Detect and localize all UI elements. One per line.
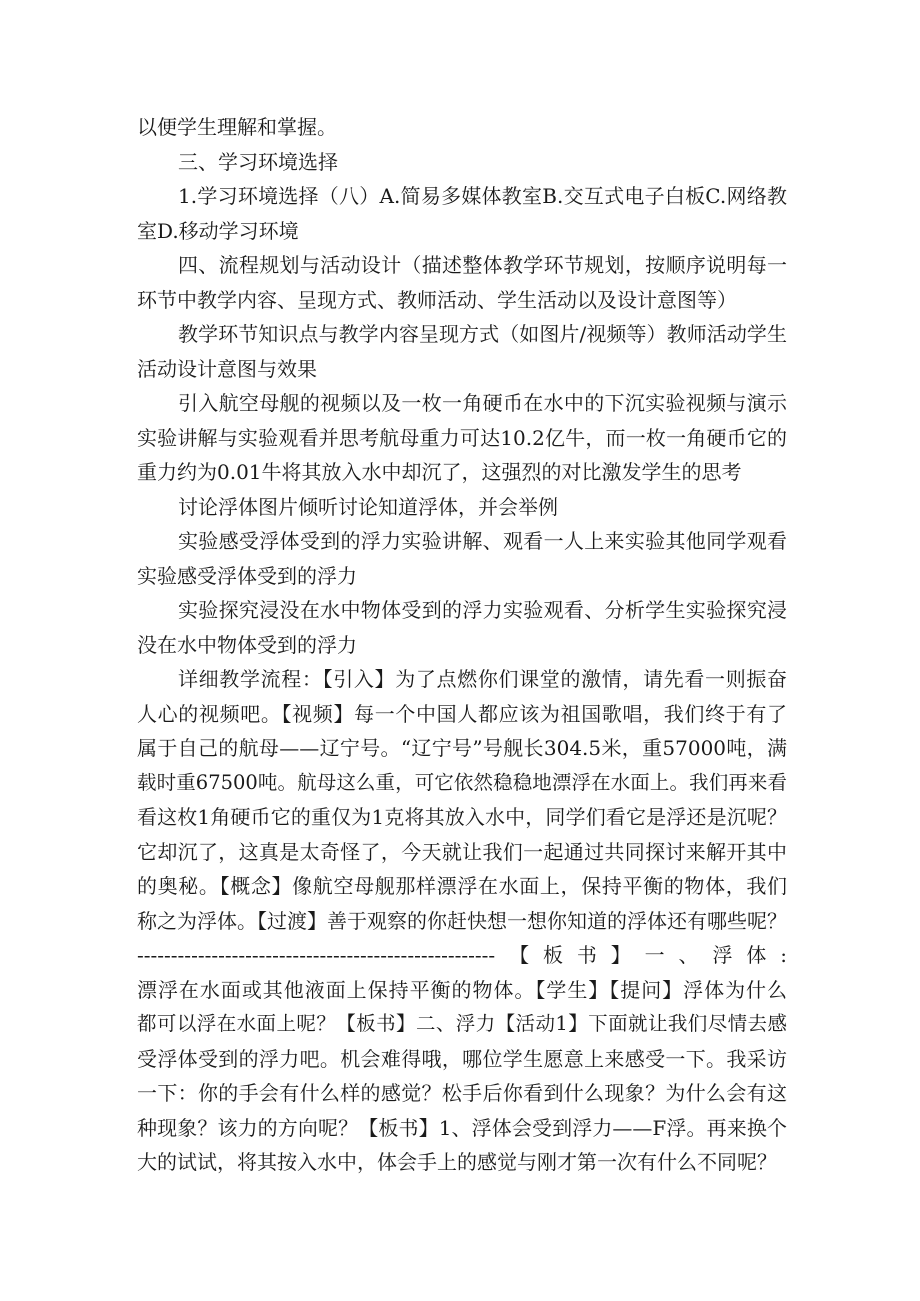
text-line: 的奥秘。【概念】像航空母舰那样漂浮在水面上，保持平衡的物体，我们 [137,874,787,898]
text-line: 1.学习环境选择（八）A.简易多媒体教室B.交互式电子白板C.网络教 [178,184,787,208]
text-line: 实验探究浸没在水中物体受到的浮力实验观看、分析学生实验探究浸 [178,598,787,622]
text-line: 讨论浮体图片倾听讨论知道浮体，并会举例 [178,494,558,519]
text-line: 实验讲解与实验观看并思考航母重力可达10.2亿牛，而一枚一角硬币它的 [137,425,787,450]
text-line: 都可以浮在水面上呢？【板书】二、浮力【活动1】下面就让我们尽情去感 [137,1012,787,1035]
text-line: 种现象？该力的方向呢？【板书】1、浮体会受到浮力——F浮。再来换个 [137,1115,787,1140]
text-line: 引入航空母舰的视频以及一枚一角硬币在水中的下沉实验视频与演示 [178,391,787,415]
text-line: 详细教学流程：【引入】为了点燃你们课堂的激情，请先看一则振奋 [178,667,787,691]
document-body [137,110,787,1180]
text-line: 重力约为0.01牛将其放入水中却沉了，这强烈的对比激发学生的思考 [137,460,742,484]
text-line: -----------------------------------------------------【板书】一、浮体: [137,943,787,967]
section-heading: 四、流程规划与活动设计（描述整体教学环节规划，按顺序说明每一 [178,253,787,277]
text-line: 教学环节知识点与教学内容呈现方式（如图片/视频等）教师活动学生 [178,322,787,346]
text-line: 实验感受浮体受到的浮力实验讲解、观看一人上来实验其他同学观看 [178,529,787,553]
text-line: 实验感受浮体受到的浮力 [137,563,357,588]
text-line: 看这枚1角硬币它的重仅为1克将其放入水中，同学们看它是浮还是沉呢？ [137,805,787,829]
text-line: 载时重67500吨。航母这么重，可它依然稳稳地漂浮在水面上。我们再来看 [137,770,787,794]
text-line: 大的试试，将其按入水中，体会手上的感觉与刚才第一次有什么不同呢？ [137,1150,777,1174]
text-line: 受浮体受到的浮力吧。机会难得哦，哪位学生愿意上来感受一下。我采访 [137,1046,787,1071]
text-line: 没在水中物体受到的浮力 [137,632,357,657]
text-line: 活动设计意图与效果 [137,356,317,381]
text-line: 环节中教学内容、呈现方式、教师活动、学生活动以及设计意图等） [137,287,737,312]
text-line: 属于自己的航母——辽宁号。“辽宁号”号舰长304.5米，重57000吨，满 [137,736,787,760]
text-line: 人心的视频吧。【视频】每一个中国人都应该为祖国歌唱，我们终于有了 [137,701,787,726]
text-line: 以便学生理解和掌握。 [137,115,337,139]
text-line: 称之为浮体。【过渡】善于观察的你赶快想一想你知道的浮体还有哪些呢？ [137,908,787,933]
section-heading: 三、学习环境选择 [178,149,338,174]
text-line: 室D.移动学习环境 [137,218,299,243]
text-line: 一下：你的手会有什么样的感觉？松手后你看到什么现象？为什么会有这 [137,1081,787,1105]
text-line: 它却沉了，这真是太奇怪了，今天就让我们一起通过共同探讨来解开其中 [137,839,787,864]
text-line: 漂浮在水面或其他液面上保持平衡的物体。【学生】【提问】浮体为什么 [137,977,787,1002]
